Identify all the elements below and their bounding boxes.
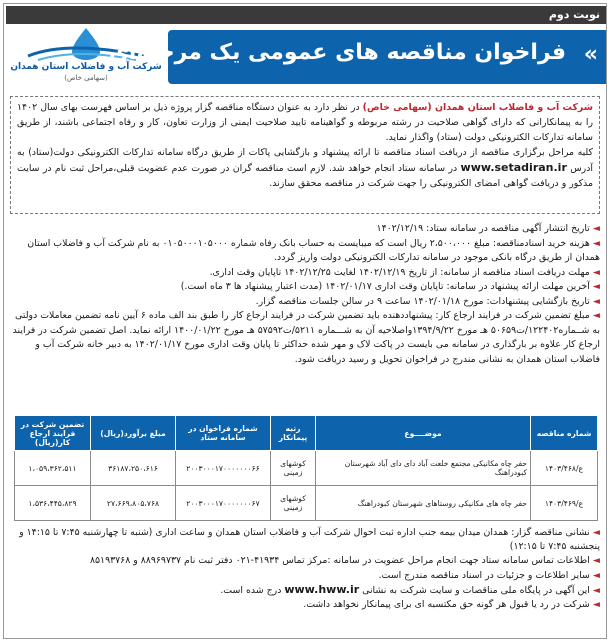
intro-paragraph-2	[17, 145, 593, 191]
tender-subject: حفر چاه های مکانیکی روستاهای شهرستان کبودراهنگ	[316, 486, 531, 521]
guarantee-amount: ۱،۵۳۶،۴۴۵،۸۲۹	[15, 486, 91, 521]
call-number: ۲۰۰۳۰۰۰۱۷۰۰۰۰۰۰۰۶۶	[176, 451, 271, 486]
intro-text-1: در نظر دارد به عنوان دستگاه مناقصه گزار پروژه ذیل بر اساس فهرست بهای سال ۱۴۰۲ را به پیمانکارانی که دارای گواهی صلاحیت در رشته مربوطه و گواهینامه تایید صلاحیت ایمنی از وزارت تعاون، کار و رفاه اجتماعی باشند، از طریق سامانه تدارکات الکترونیکی دولت (ستاد) واگذار نماید.	[17, 102, 593, 143]
col-subject: موضــــوع	[316, 416, 531, 451]
setad-website-link[interactable]: www.setadiran.ir	[460, 161, 567, 174]
col-estimate: مبلغ برآورد(ریال)	[91, 416, 176, 451]
list-item: ◄ این آگهی در پایگاه ملی مناقصات و سایت شرکت به نشانی www.hww.ir درج شده است.	[220, 582, 600, 596]
round-label: نوبت دوم	[6, 6, 606, 24]
list-item: ◄ مهلت دریافت اسناد مناقصه از سامانه: از تاریخ ۱۴۰۲/۱۲/۱۹ لغایت ۱۴۰۲/۱۲/۲۵ تاپایان وقت اداری.	[209, 266, 600, 278]
footer-info	[10, 526, 600, 612]
table-header-row	[15, 416, 598, 451]
estimate-amount: ۳۶۱۸۷،۲۵۰،۶۱۶	[91, 451, 176, 486]
contractor-grade: کوشهای زمینی	[271, 451, 316, 486]
double-chevron-icon: »	[583, 42, 598, 67]
guarantee-amount: ۱،۰۵۹،۳۶۲،۵۱۱	[15, 451, 91, 486]
logo-subtitle: (سهامی خاص)	[64, 74, 108, 82]
col-call-number: شماره فراخوان در سامانه ستاد	[176, 416, 271, 451]
tender-number: ع/۱۴۰۳/۴۶۸	[531, 451, 598, 486]
tenders-table	[14, 415, 598, 521]
tender-subject: حفر چاه مکانیکی مجتمع خلعت آباد دای دای آباد شهرستان کبودراهنگ	[316, 451, 531, 486]
intro-paragraph-1	[17, 100, 593, 145]
col-guarantee: تضمین شرکت در فرایند ارجاع کار(ریال)	[15, 416, 91, 451]
list-item: ◄ مبلغ تضمین شرکت در فرایند ارجاع کار: پیشنهاددهنده باید تضمین شرکت در فرایند ارجاع کار را طبق بند الف ماده ۶ آیین نامه تضمین معاملات دولتی به شــماره۱۲۲۴۰۲/ت۵۰۶۵۹ هـ مورخ ۱۳۹۴/۹/۲۲واصلاحیه آن به شـــماره ۵۲۱۱/ت۵۷۵۹۲ هـ مورخ ۱۴۰۰/۰۱/۲۲ ارائه نماید. اصل تضمین شرکت در فرایند ارجاع کار علاوه بر بارگذاری در سامانه می بایست در پاکت لاک و مهر شده حداکثر تا پایان وقت اداری مورخ ۱۴۰۲/۰۱/۱۷ به دبیر خانه شرکت آب و فاضلاب استان همدان به نشانی مندرج در فراخوان تحویل و رسید دریافت شود.	[12, 310, 600, 365]
call-number: ۲۰۰۳۰۰۰۱۷۰۰۰۰۰۰۰۶۷	[176, 486, 271, 521]
list-item: ◄ نشانی مناقصه گزار: همدان میدان بیمه جنب اداره ثبت احوال شرکت آب و فاضلاب استان همدان و ساعت اداری (شنبه تا چهارشنبه ۷:۴۵ تا ۱۴:۱۵ و پنجشنبه ۷:۴۵ تا ۱۲:۱۵)	[19, 527, 600, 553]
list-item: ◄ سایر اطلاعات و جزئیات در اسناد مناقصه مندرج است.	[378, 569, 600, 581]
col-contractor-grade: رتبه پیمانکار	[271, 416, 316, 451]
details-list	[10, 222, 600, 367]
intro-text-2a: کلیه مراحل برگزاری مناقصه از دریافت اسناد مناقصه تا ارائه پیشنهاد و بازگشایی پاکات از طریق درگاه سامانه تدارکات الکترونیکی دولت(ستاد) به آدرس	[17, 147, 593, 174]
intro-text-2b: در سامانه ستاد انجام خواهد شد. لازم است مناقصه گران در صورت عدم عضویت قبلی،مراحل ثبت نام در سایت مذکور و دریافت گواهی امضای الکترونیکی را جهت شرکت در مناقصه محقق سازند.	[17, 163, 593, 189]
list-item: ◄ تاریخ بازگشایی پیشنهادات: مورخ ۱۴۰۲/۰۱/۱۸ ساعت ۹ در سالن جلسات مناقصه گزار.	[255, 295, 600, 307]
title-banner	[108, 30, 606, 84]
company-name-highlight: شرکت آب و فاضلاب استان همدان (سهامی خاص)	[362, 102, 593, 113]
col-tender-number: شماره مناقصه	[531, 416, 598, 451]
estimate-amount: ۲۷،۶۶۹،۸۰۵،۷۶۸	[91, 486, 176, 521]
tender-number: ع/۱۴۰۳/۴۶۹	[531, 486, 598, 521]
intro-box	[10, 96, 600, 214]
contractor-grade: کوشهای زمینی	[271, 486, 316, 521]
logo-company-name: شرکت آب و فاضلاب استان همدان	[10, 62, 162, 72]
header	[6, 24, 606, 90]
list-item: ◄ آخرین مهلت ارائه پیشنهاد در سامانه: تاپایان وقت اداری ۱۴۰۲/۰۱/۱۷ (مدت اعتبار پیشنهاد ها ۳ ماه است.)	[180, 281, 600, 292]
list-item: ◄ اطلاعات تماس سامانه ستاد جهت انجام مراحل عضویت در سامانه :مرکز تماس ۴۱۹۳۴-۰۲۱ دفتر ثبت نام ۸۸۹۶۹۷۳۷ و ۸۵۱۹۳۷۶۸	[89, 555, 600, 567]
list-item: ◄ هزینه خرید اسنادمناقصه: مبلغ ۲،۵۰۰،۰۰۰ ریال است که میبایست به حساب بانک رفاه شماره ۰۱۰۵۰۰۰۱۰۵۰۰۰ به نام شرکت آب و فاضلاب استان همدان از طریق درگاه بانکی موجود در سامانه تدارکات الکترونیکی دولت واریز گردد.	[27, 237, 600, 263]
table-row	[15, 486, 598, 521]
table-row	[15, 451, 598, 486]
company-website-link[interactable]: www.hww.ir	[284, 582, 360, 596]
list-item: ◄ تاریخ انتشار آگهی مناقصه در سامانه ستاد: ۱۴۰۲/۱۲/۱۹	[376, 223, 600, 234]
page-title: فراخوان مناقصه های عمومی یک مرحله‌ای	[108, 40, 566, 65]
list-item: ◄ شرکت در رد یا قبول هر گونه حق مکتسبه ای برای پیمانکار نخواهد داشت.	[303, 599, 600, 611]
